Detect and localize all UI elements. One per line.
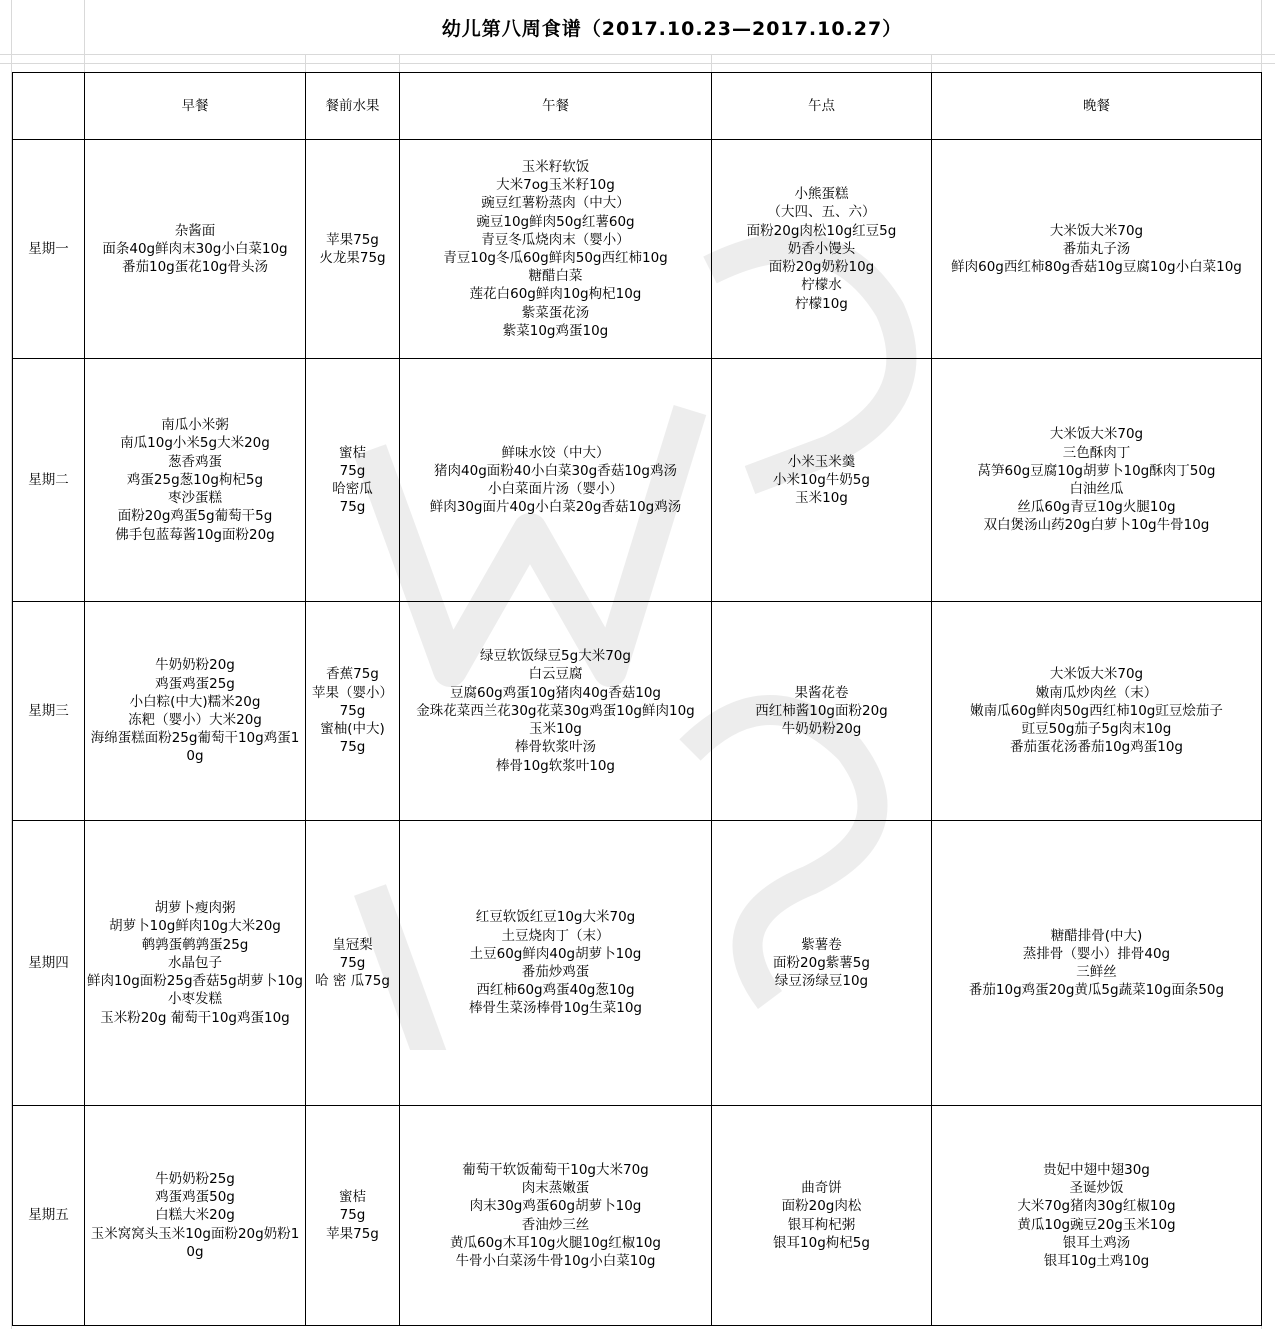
menu-line: 番茄10g蛋花10g骨头汤 [122, 259, 268, 276]
menu-line: 青豆冬瓜烧肉末（婴小） [481, 231, 630, 248]
menu-line: 玉米10g [795, 490, 848, 507]
menu-line: 糖醋白菜 [528, 268, 583, 285]
header-lunch: 午餐 [400, 73, 712, 140]
menu-line: 海绵蛋糕面粉25g葡萄干10g鸡蛋10g [90, 730, 300, 765]
menu-line: 牛奶奶粉20g [781, 721, 862, 738]
day-label: 星期一 [28, 240, 69, 257]
menu-line: 番茄10g鸡蛋20g黄瓜5g蔬菜10g面条50g [968, 982, 1225, 999]
menu-line: 皇冠梨 [332, 936, 373, 953]
menu-line: 绿豆软饭绿豆5g大米70g [480, 648, 631, 665]
dinner-cell [932, 140, 1262, 359]
menu-line: 面粉20g肉松10g红豆5g [746, 222, 897, 239]
menu-line: 柠檬10g [795, 295, 848, 312]
page-title: 幼儿第八周食谱（2017.10.23—2017.10.27） [441, 17, 903, 40]
dinner-cell [932, 602, 1262, 821]
menu-line: 鹌鹑蛋鹌鹑蛋25g [141, 936, 249, 953]
menu-line: 银耳10g枸杞5g [773, 1234, 870, 1251]
menu-line: 鸡蛋鸡蛋50g [155, 1189, 235, 1206]
menu-line: 棒骨软浆叶汤 [515, 739, 596, 756]
menu-line: 牛奶奶粉25g [155, 1170, 235, 1187]
menu-line: 南瓜10g小米5g大米20g [120, 435, 270, 452]
header-dinner: 晚餐 [932, 73, 1262, 140]
lunch-cell [400, 821, 712, 1106]
fruit-cell [306, 140, 400, 359]
menu-line: 紫菜蛋花汤 [521, 304, 590, 321]
day-label: 星期四 [28, 954, 69, 971]
menu-line: 佛手包蓝莓酱10g面粉20g [115, 526, 275, 543]
menu-line: 水晶包子 [168, 954, 222, 971]
menu-line: 鲜味水饺（中大） [501, 444, 610, 461]
menu-line: 面粉20g紫薯5g [773, 954, 870, 971]
menu-line: 火龙果75g [319, 250, 386, 266]
day-cell [13, 821, 85, 1106]
menu-line: 面粉20g鸡蛋5g葡萄干5g [117, 508, 273, 525]
lunch-cell [400, 359, 712, 602]
table-row [13, 140, 1262, 359]
menu-line: 紫菜10g鸡蛋10g [502, 322, 609, 339]
menu-line: 75g [339, 739, 366, 756]
menu-line: 豌豆红薯粉蒸肉（中大） [481, 195, 630, 212]
header-fruit: 餐前水果 [306, 73, 400, 140]
menu-line: 土豆60g鲜肉40g胡萝卜10g [469, 945, 642, 962]
menu-line: 嫩南瓜60g鲜肉50g西红柿10g豇豆烩茄子 [970, 702, 1223, 719]
menu-line: 贵妃中翅中翅30g [1043, 1161, 1150, 1178]
menu-line: 金珠花菜西兰花30g花菜30g鸡蛋10g鲜肉10g [416, 702, 695, 719]
menu-line: 番茄炒鸡蛋 [521, 964, 590, 980]
menu-line: 牛骨小白菜汤牛骨10g小白菜10g [455, 1252, 656, 1269]
dinner-cell [932, 821, 1262, 1106]
table-row [13, 821, 1262, 1106]
menu-line: 玉米10g [529, 721, 582, 738]
snack-cell [712, 359, 932, 602]
menu-line: 猪肉40g面粉40小白菜30g香菇10g鸡汤 [434, 462, 677, 479]
fruit-cell [306, 602, 400, 821]
menu-line: 小米10g牛奶5g [773, 471, 870, 488]
menu-table [12, 72, 1262, 1326]
table-row [13, 359, 1262, 602]
breakfast-cell [85, 1106, 306, 1326]
menu-line: 豆腐60g鸡蛋10g猪肉40g香菇10g [450, 684, 661, 701]
menu-line: 面粉20g奶粉10g [768, 259, 875, 276]
menu-line: 哈 密 瓜75g [315, 973, 390, 990]
menu-line: 苹果（婴小） [312, 684, 393, 701]
menu-line: 棒骨10g软浆叶10g [496, 757, 615, 774]
menu-line: 大米7og玉米籽10g [496, 177, 615, 194]
menu-line: 苹果75g [326, 1225, 379, 1242]
day-cell [13, 359, 85, 602]
menu-line: 面粉20g肉松 [781, 1198, 862, 1215]
menu-line: 冻粑（婴小）大米20g [128, 712, 262, 728]
menu-line: 小枣发糕 [168, 991, 222, 1008]
menu-line: 小白菜面片汤（婴小） [488, 481, 623, 497]
menu-line: 玉米窝窝头玉米10g面粉20g奶粉10g [90, 1225, 300, 1260]
menu-line: 银耳土鸡汤 [1062, 1234, 1131, 1251]
menu-line: 莲花白60g鲜肉10g枸杞10g [469, 286, 642, 303]
menu-line: 黄瓜10g豌豆20g玉米10g [1017, 1216, 1176, 1233]
menu-line: 银耳10g土鸡10g [1043, 1252, 1150, 1269]
menu-line: 杂酱面 [174, 222, 216, 239]
menu-line: 白糕大米20g [155, 1207, 235, 1224]
menu-line: 青豆10g冬瓜60g鲜肉50g西红柿10g [443, 250, 668, 266]
menu-line: 胡萝卜10g鲜肉10g大米20g [109, 918, 281, 935]
lunch-cell [400, 1106, 712, 1326]
menu-line: 糖醋排骨(中大) [1050, 927, 1143, 944]
menu-line: 豌豆10g鲜肉50g红薯60g [476, 213, 635, 230]
header-breakfast: 早餐 [85, 73, 306, 140]
dinner-cell [932, 1106, 1262, 1326]
menu-line: 蜜桔 [339, 444, 366, 461]
day-label: 星期三 [28, 702, 69, 719]
menu-line: 鸡蛋25g葱10g枸杞5g [126, 471, 264, 488]
menu-line: 葡萄干软饭葡萄干10g大米70g [462, 1161, 649, 1178]
menu-line: 鸡蛋鸡蛋25g [155, 675, 235, 692]
menu-line: 西红柿酱10g面粉20g [755, 702, 888, 719]
menu-line: 土豆烧肉丁（末） [501, 927, 610, 944]
menu-line: 柠檬水 [801, 277, 842, 294]
dinner-cell [932, 359, 1262, 602]
menu-line: 大米饭大米70g [1049, 666, 1144, 683]
fruit-cell [306, 1106, 400, 1326]
menu-line: 玉米粉20g 葡萄干10g鸡蛋10g [100, 1009, 290, 1026]
menu-line: 番茄丸子汤 [1062, 240, 1131, 257]
menu-line: 香油炒三丝 [521, 1216, 590, 1233]
menu-line: 豇豆50g茄子5g肉末10g [1021, 721, 1172, 738]
menu-line: 大米饭大米70g [1049, 426, 1144, 443]
menu-line: 红豆软饭红豆10g大米70g [475, 909, 636, 926]
menu-line: 蒸排骨（婴小）排骨40g [1022, 945, 1171, 962]
menu-line: 三鲜丝 [1076, 964, 1117, 980]
day-cell [13, 602, 85, 821]
menu-line: 银耳枸杞粥 [787, 1216, 856, 1233]
menu-line: 棒骨生菜汤棒骨10g生菜10g [469, 1000, 642, 1017]
day-cell [13, 140, 85, 359]
menu-line: 胡萝卜瘦肉粥 [154, 900, 236, 917]
fruit-cell [306, 821, 400, 1106]
breakfast-cell [85, 140, 306, 359]
table-row [13, 1106, 1262, 1326]
menu-line: 哈密瓜 [332, 481, 373, 497]
menu-line: 丝瓜60g青豆10g火腿10g [1017, 499, 1176, 516]
menu-line: 玉米籽软饭 [521, 158, 590, 175]
menu-line: 75g [339, 499, 366, 516]
menu-line: 三色酥肉丁 [1062, 444, 1131, 461]
menu-line: 大米70g猪肉30g红椒10g [1017, 1198, 1176, 1215]
menu-line: 苹果75g [326, 231, 379, 248]
menu-line: 蜜柚(中大) [320, 721, 385, 738]
menu-line: 奶香小馒头 [787, 240, 856, 257]
menu-line: 肉末蒸嫩蛋 [521, 1180, 590, 1197]
menu-line: 小米玉米羹 [787, 453, 856, 470]
breakfast-cell [85, 821, 306, 1106]
menu-line: 西红柿60g鸡蛋40g葱10g [476, 982, 635, 999]
day-label: 星期二 [28, 471, 69, 488]
header-corner [13, 73, 85, 140]
menu-line: 双白煲汤山药20g白萝卜10g牛骨10g [983, 517, 1210, 534]
menu-line: 枣沙蛋糕 [168, 490, 222, 507]
breakfast-cell [85, 602, 306, 821]
snack-cell [712, 140, 932, 359]
menu-line: 鲜肉10g面粉25g香菇5g胡萝卜10g [87, 973, 303, 990]
menu-line: 大米饭大米70g [1049, 222, 1144, 239]
menu-line: 鲜肉60g西红柿80g香菇10g豆腐10g小白菜10g [951, 259, 1242, 276]
menu-line: 莴笋60g豆腐10g胡萝卜10g酥肉丁50g [977, 462, 1216, 479]
menu-line: 曲奇饼 [801, 1180, 842, 1197]
header-row [13, 73, 1262, 140]
menu-line: 白油丝瓜 [1069, 481, 1124, 497]
header-snack: 午点 [712, 73, 932, 140]
fruit-cell [306, 359, 400, 602]
menu-line: 75g [339, 462, 366, 479]
day-cell [13, 1106, 85, 1326]
menu-line: 小熊蛋糕 [794, 186, 849, 203]
breakfast-cell [85, 359, 306, 602]
menu-line: 蜜桔 [339, 1189, 366, 1206]
menu-line: 75g [339, 1207, 366, 1224]
menu-line: 嫩南瓜炒肉丝（末） [1035, 684, 1158, 701]
menu-line: 牛奶奶粉20g [155, 657, 235, 674]
table-row [13, 602, 1262, 821]
snack-cell [712, 1106, 932, 1326]
menu-line: 肉末30g鸡蛋60g胡萝卜10g [469, 1198, 642, 1215]
snack-cell [712, 602, 932, 821]
lunch-cell [400, 140, 712, 359]
menu-line: 绿豆汤绿豆10g [774, 973, 869, 990]
menu-line: 果酱花卷 [794, 684, 849, 701]
menu-line: 南瓜小米粥 [161, 417, 229, 434]
menu-line: （大四、五、六） [767, 204, 876, 221]
menu-line: 面条40g鲜肉末30g小白菜10g [102, 240, 288, 257]
menu-line: 番茄蛋花汤番茄10g鸡蛋10g [1010, 739, 1183, 756]
menu-line: 香蕉75g [326, 666, 379, 683]
snack-cell [712, 821, 932, 1106]
day-label: 星期五 [28, 1207, 69, 1224]
menu-line: 鲜肉30g面片40g小白菜20g香菇10g鸡汤 [429, 499, 682, 516]
menu-line: 75g [339, 954, 366, 971]
menu-line: 紫薯卷 [801, 936, 842, 953]
menu-line: 75g [339, 702, 366, 719]
menu-line: 黄瓜60g木耳10g火腿10g红椒10g [450, 1234, 661, 1251]
menu-line: 小白粽(中大)糯米20g [129, 693, 261, 710]
menu-line: 圣诞炒饭 [1069, 1180, 1124, 1197]
lunch-cell [400, 602, 712, 821]
menu-line: 白云豆腐 [528, 666, 583, 683]
menu-line: 葱香鸡蛋 [168, 453, 222, 470]
